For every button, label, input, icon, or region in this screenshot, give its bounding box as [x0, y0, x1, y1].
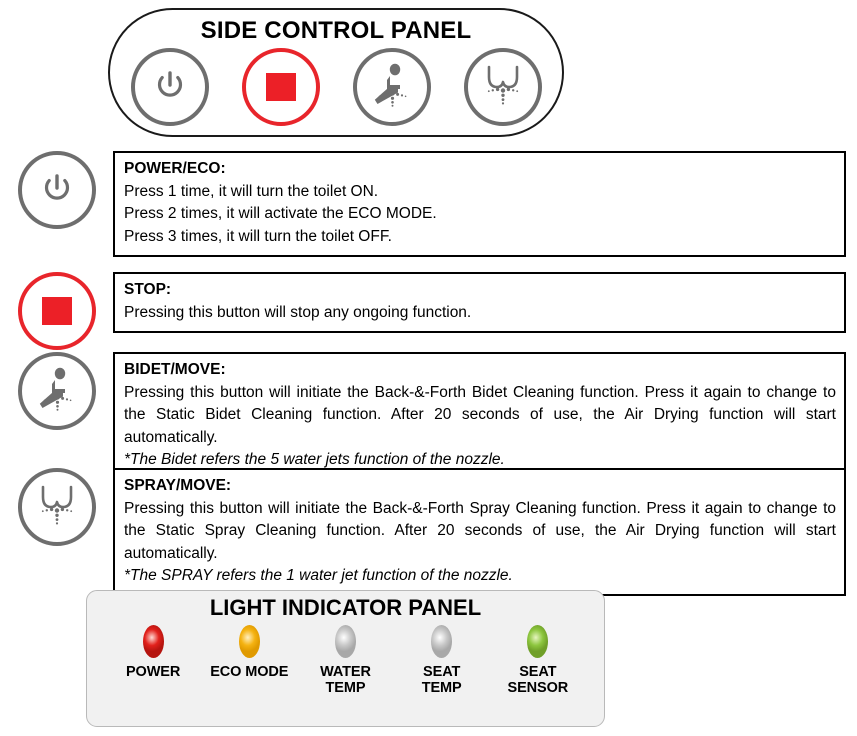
led-label: ECO MODE [210, 664, 289, 680]
power-eco-line-2: Press 2 times, it will activate the ECO MODE. [124, 205, 437, 223]
bidet-seated-person-icon [30, 362, 84, 421]
bidet-seated-person-icon [365, 58, 419, 117]
power-button[interactable] [18, 151, 96, 229]
panel-power-button[interactable] [131, 48, 209, 126]
light-indicator-panel-title: LIGHT INDICATOR PANEL [209, 595, 482, 620]
spray-paragraph: Pressing this button will initiate the Back-&-Forth Spray Cleaning function. Press it again to change to the Static Spray Cleaning function. After 20 seconds of use, the Air Drying function will start automatically. [124, 499, 836, 562]
led-indicator-icon [527, 625, 548, 658]
side-control-panel [108, 8, 564, 137]
bidet-title: BIDET/MOVE: [124, 361, 226, 378]
power-eco-title: POWER/ECO: [124, 160, 226, 177]
light-indicator-led-group [105, 625, 586, 696]
led-indicator-icon [335, 625, 356, 658]
stop-description-box [113, 272, 846, 333]
spray-seat-icon [29, 477, 85, 538]
stop-line-1: Pressing this button will stop any ongoing function. [124, 303, 472, 321]
power-eco-row [0, 151, 857, 257]
panel-stop-button[interactable] [242, 48, 320, 126]
stop-row [0, 272, 857, 350]
stop-title: STOP: [124, 281, 172, 298]
power-icon [150, 65, 190, 110]
spray-button[interactable] [18, 468, 96, 546]
side-control-panel-title: SIDE CONTROL PANEL [200, 17, 472, 44]
led-cell [299, 625, 391, 696]
panel-spray-button[interactable] [464, 48, 542, 126]
bidet-button[interactable] [18, 352, 96, 430]
spray-move-row [0, 468, 857, 596]
power-eco-line-3: Press 3 times, it will turn the toilet OFF. [124, 227, 392, 245]
light-indicator-panel [86, 590, 605, 727]
led-cell [203, 625, 295, 680]
stop-square-icon [266, 73, 296, 101]
bidet-description-box [113, 352, 846, 480]
led-label: POWER [125, 664, 181, 680]
led-label: SEAT SENSOR [507, 664, 569, 697]
led-cell [107, 625, 199, 680]
bidet-paragraph: Pressing this button will initiate the Back-&-Forth Bidet Cleaning function. Press it again to change to the Static Bidet Cleaning function. After 20 seconds of use, the Air Drying function will start automatically. [124, 383, 836, 446]
stop-square-icon [42, 297, 72, 325]
power-eco-description-box [113, 151, 846, 257]
led-label: SEAT TEMP [421, 664, 462, 697]
led-indicator-icon [239, 625, 260, 658]
panel-bidet-button[interactable] [353, 48, 431, 126]
led-cell [492, 625, 584, 696]
spray-icon-cell [0, 468, 113, 546]
bidet-move-row [0, 352, 857, 480]
power-eco-line-1: Press 1 time, it will turn the toilet ON. [124, 182, 379, 200]
power-icon [37, 168, 77, 213]
spray-description-box [113, 468, 846, 596]
spray-note: *The SPRAY refers the 1 water jet function of the nozzle. [124, 566, 513, 584]
led-indicator-icon [431, 625, 452, 658]
bidet-icon-cell [0, 352, 113, 430]
led-label: WATER TEMP [320, 664, 371, 697]
power-eco-icon-cell [0, 151, 113, 229]
side-control-panel-button-group [110, 48, 562, 126]
bidet-note: *The Bidet refers the 5 water jets function of the nozzle. [124, 450, 505, 468]
led-cell [396, 625, 488, 696]
stop-button[interactable] [18, 272, 96, 350]
spray-title: SPRAY/MOVE: [124, 477, 232, 494]
led-indicator-icon [143, 625, 164, 658]
spray-seat-icon [475, 57, 531, 118]
stop-icon-cell [0, 272, 113, 350]
